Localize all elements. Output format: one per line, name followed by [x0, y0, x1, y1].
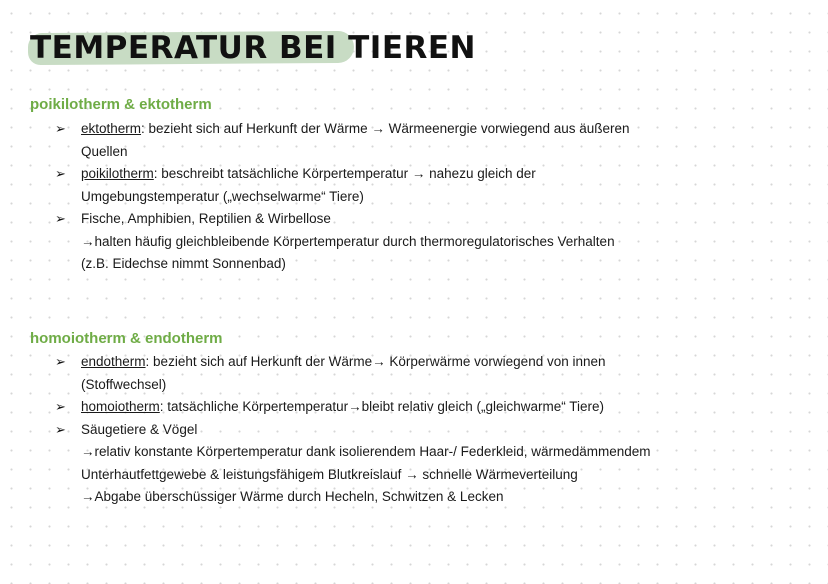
bullet-list	[0, 118, 828, 276]
bullet-text: Umgebungstemperatur („wechselwarme“ Tiere)	[81, 188, 364, 204]
list-item	[0, 351, 828, 396]
bullet-text: →relativ konstante Körpertemperatur dank isolierendem Haar-/ Federkleid, wärmedämmendem	[81, 444, 651, 459]
bullet-text: : beschreibt tatsächliche Körpertemperatur → nahezu gleich der	[153, 166, 536, 181]
bullet-text: Fische, Amphibien, Reptilien & Wirbellose	[81, 211, 331, 226]
bullet-text: Unterhautfettgewebe & leistungsfähigem Blutkreislauf → schnelle Wärmeverteilung	[81, 466, 578, 482]
bullet-text: (z.B. Eidechse nimmt Sonnenbad)	[81, 256, 286, 271]
bullet-text: : bezieht sich auf Herkunft der Wärme→ Körperwärme vorwiegend von innen	[145, 354, 606, 369]
page-title: TEMPERATUR BEI TIEREN	[30, 30, 476, 66]
bullet-text: (Stoffwechsel)	[81, 376, 167, 392]
bullet-list	[0, 351, 828, 509]
arrow-bullet-icon: ➢	[55, 166, 66, 181]
term: homoiotherm	[81, 399, 160, 414]
bullet-text: →halten häufig gleichbleibende Körpertemperatur durch thermoregulatorisches Verhalten	[81, 233, 615, 249]
bullet-text: Quellen	[81, 143, 128, 159]
list-item	[0, 163, 828, 208]
list-item	[0, 419, 828, 509]
bullet-text: : tatsächliche Körpertemperatur→bleibt relativ gleich („gleichwarme“ Tiere)	[159, 399, 604, 414]
term: ektotherm	[81, 121, 142, 136]
term: poikilotherm	[81, 166, 154, 181]
title-block	[26, 26, 476, 70]
term: endotherm	[81, 354, 146, 369]
section-heading: poikilotherm & ektotherm	[30, 96, 212, 113]
arrow-bullet-icon: ➢	[55, 121, 66, 136]
arrow-bullet-icon: ➢	[55, 354, 66, 369]
list-item	[0, 208, 828, 276]
list-item	[0, 118, 828, 163]
arrow-bullet-icon: ➢	[55, 211, 66, 226]
bullet-text: : bezieht sich auf Herkunft der Wärme → Wärmeenergie vorwiegend aus äußeren	[141, 121, 630, 136]
bullet-text: →Abgabe überschüssiger Wärme durch Hecheln, Schwitzen & Lecken	[81, 489, 504, 504]
bullet-text: Säugetiere & Vögel	[81, 421, 198, 437]
section-heading: homoiotherm & endotherm	[30, 330, 223, 347]
list-item	[0, 396, 828, 419]
arrow-bullet-icon: ➢	[55, 421, 66, 437]
arrow-bullet-icon: ➢	[55, 399, 66, 414]
